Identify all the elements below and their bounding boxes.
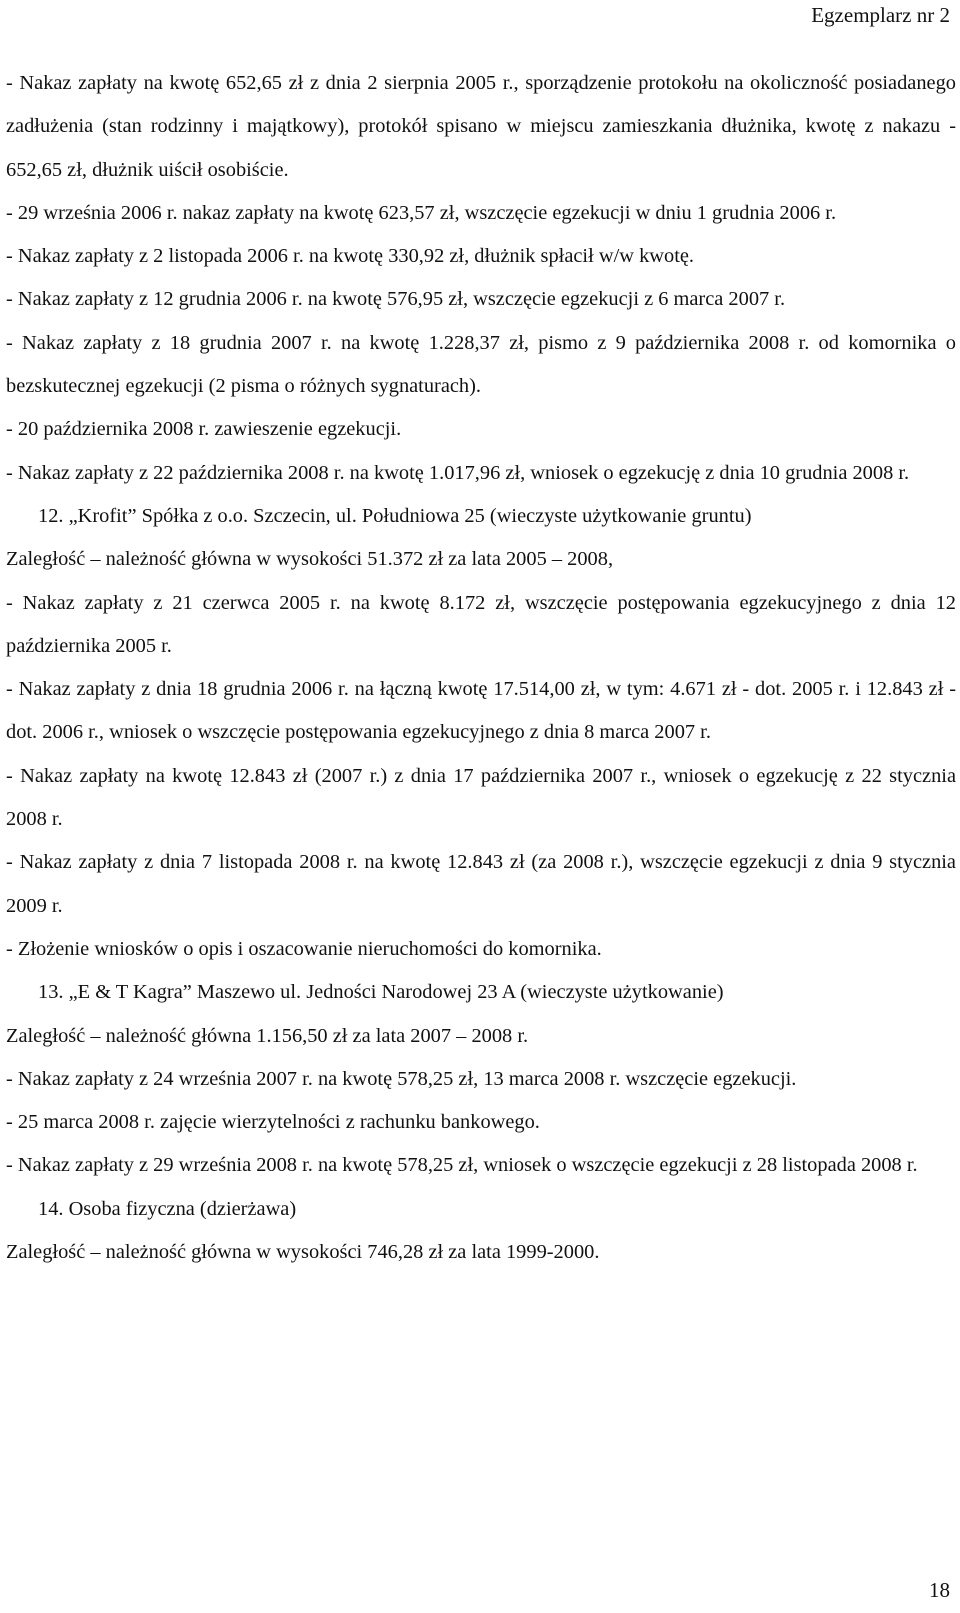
entry-paragraph: - Nakaz zapłaty z 21 czerwca 2005 r. na kwotę 8.172 zł, wszczęcie postępowania egzekucyjnego z dnia 12 października 2005 r. <box>6 591 956 657</box>
entry-paragraph: - Nakaz zapłaty z 18 grudnia 2007 r. na kwotę 1.228,37 zł, pismo z 9 października 2008 r. od komornika o bezskutecznej egzekucji (2 pisma o różnych sygnaturach). <box>6 331 956 398</box>
entry-paragraph: - Nakaz zapłaty z 2 listopada 2006 r. na kwotę 330,92 zł, dłużnik spłacił w/w kwotę. <box>6 245 695 268</box>
entry-paragraph: - Nakaz zapłaty z 12 grudnia 2006 r. na kwotę 576,95 zł, wszczęcie egzekucji z 6 marca 2007 r. <box>6 288 786 311</box>
page-number: 18 <box>929 1578 950 1602</box>
entry-paragraph: - Nakaz zapłaty z dnia 7 listopada 2008 r. na kwotę 12.843 zł (za 2008 r.), wszczęcie egzekucji z dnia 9 stycznia 2009 r. <box>6 851 956 917</box>
entry-paragraph: - Nakaz zapłaty na kwotę 12.843 zł (2007 r.) z dnia 17 października 2007 r., wniosek o egzekucję z 22 stycznia 2008 r. <box>6 764 956 831</box>
section-heading: 13. „E & T Kagra” Maszewo ul. Jedności Narodowej 23 A (wieczyste użytkowanie) <box>38 981 724 1004</box>
arrears-summary: Zaległość – należność główna w wysokości 51.372 zł za lata 2005 – 2008, <box>6 548 614 571</box>
entry-paragraph: - 25 marca 2008 r. zajęcie wierzytelności z rachunku bankowego. <box>6 1111 540 1134</box>
arrears-summary: Zaległość – należność główna w wysokości 746,28 zł za lata 1999-2000. <box>6 1241 600 1264</box>
entry-paragraph: - Nakaz zapłaty z 22 października 2008 r. na kwotę 1.017,96 zł, wniosek o egzekucję z dnia 10 grudnia 2008 r. <box>6 461 910 484</box>
entry-paragraph: - Nakaz zapłaty z 29 września 2008 r. na kwotę 578,25 zł, wniosek o wszczęcie egzekucji z 28 listopada 2008 r. <box>6 1154 918 1177</box>
entry-paragraph: - Nakaz zapłaty z dnia 18 grudnia 2006 r. na łączną kwotę 17.514,00 zł, w tym: 4.671 zł - dot. 2005 r. i 12.843 zł - dot. 2006 r., wniosek o wszczęcie postępowania egzekucyjnego z dnia 8 marca 2007 r. <box>6 678 956 744</box>
entry-paragraph: - Nakaz zapłaty na kwotę 652,65 zł z dnia 2 sierpnia 2005 r., sporządzenie protokołu na okoliczność posiadanego zadłużenia (stan rodzinny i majątkowy), protokół spisano w miejscu zamieszkania dłużnika, kwotę z nakazu - 652,65 zł, dłużnik uiścił osobiście. <box>6 72 956 181</box>
section-heading: 12. „Krofit” Spółka z o.o. Szczecin, ul. Południowa 25 (wieczyste użytkowanie gruntu) <box>38 504 752 527</box>
section-heading: 14. Osoba fizyczna (dzierżawa) <box>38 1197 297 1220</box>
entry-paragraph: - Złożenie wniosków o opis i oszacowanie nieruchomości do komornika. <box>6 937 602 960</box>
entry-paragraph: - Nakaz zapłaty z 24 września 2007 r. na kwotę 578,25 zł, 13 marca 2008 r. wszczęcie egzekucji. <box>6 1067 797 1090</box>
document-body <box>6 62 956 1274</box>
arrears-summary: Zaległość – należność główna 1.156,50 zł za lata 2007 – 2008 r. <box>6 1024 529 1047</box>
entry-paragraph: - 29 września 2006 r. nakaz zapłaty na kwotę 623,57 zł, wszczęcie egzekucji w dniu 1 grudnia 2006 r. <box>6 201 837 224</box>
entry-paragraph: - 20 października 2008 r. zawieszenie egzekucji. <box>6 418 402 441</box>
copy-number-label: Egzemplarz nr 2 <box>811 3 950 27</box>
